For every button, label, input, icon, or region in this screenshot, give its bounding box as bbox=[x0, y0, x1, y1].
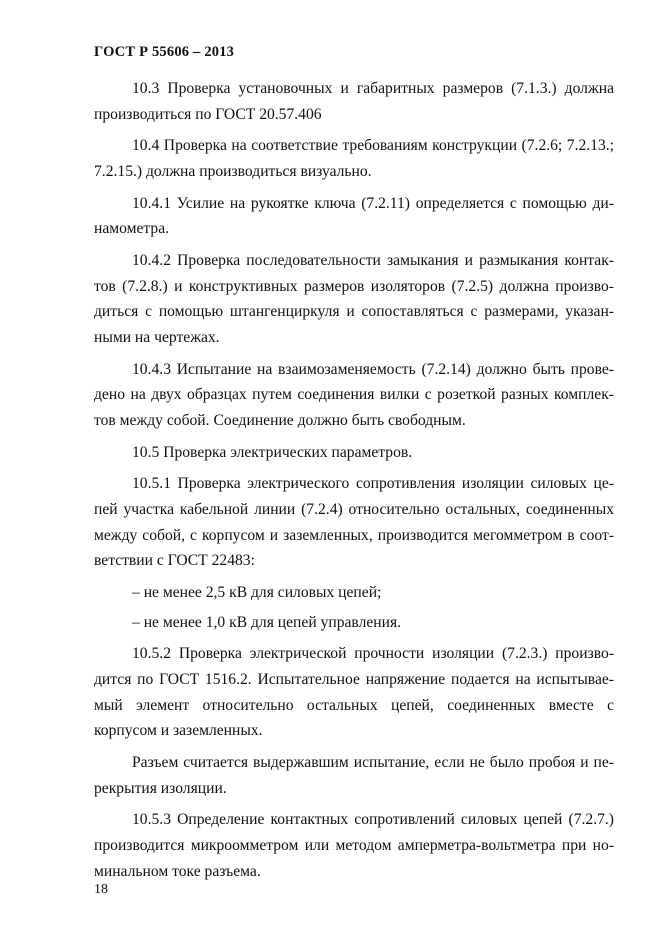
page-number: 18 bbox=[94, 882, 108, 897]
document-body bbox=[94, 76, 614, 890]
paragraph-10-5-2: 10.5.2 Проверка электрической прочности изоляции (7.2.3.) производится по ГОСТ 1516.2. Испытательное напряжение подается на испытываемый элемент относительно остальных цепей, соединенных вместе с корпусом и заземленных. bbox=[94, 645, 614, 740]
document-header: ГОСТ Р 55606 – 2013 bbox=[94, 44, 235, 60]
paragraph-10-5-1: 10.5.1 Проверка электрического сопротивления изоляции силовых цепей участка кабельной линии (7.2.4) относительно остальных, соединенных между собой, с корпусом и заземленных, производится мегомметром в соответствии с ГОСТ 22483: bbox=[94, 475, 614, 570]
paragraph-10-5: 10.5 Проверка электрических параметров. bbox=[132, 443, 413, 461]
paragraph-10-3: 10.3 Проверка установочных и габаритных размеров (7.1.3.) должна производиться по ГОСТ 20.57.406 bbox=[94, 80, 614, 123]
paragraph-10-4-1: 10.4.1 Усилие на рукоятке ключа (7.2.11) определяется с помощью динамометра. bbox=[94, 194, 614, 238]
paragraph-breakdown-criteria: Разъем считается выдержавшим испытание, если не было пробоя и перекрытия изоляции. bbox=[94, 753, 614, 797]
paragraph-10-4-2: 10.4.2 Проверка последовательности замыкания и размыкания контактов (7.2.8.) и конструктивных размеров изоляторов (7.2.5) должна производиться с помощью штангенциркуля и сопоставляться с размерами, указанными на чертежах. bbox=[94, 252, 614, 346]
paragraph-10-5-3: 10.5.3 Определение контактных сопротивлений силовых цепей (7.2.7.) производится микроомметром или методом амперметра-вольтметра при номинальном токе разъема. bbox=[94, 811, 614, 880]
list-item-control-circuits: – не менее 1,0 кВ для цепей управления. bbox=[132, 613, 402, 631]
paragraph-10-4: 10.4 Проверка на соответствие требованиям конструкции (7.2.6; 7.2.13.; 7.2.15.) должна производиться визуально. bbox=[94, 137, 614, 180]
paragraph-10-4-3: 10.4.3 Испытание на взаимозаменяемость (7.2.14) должно быть проведено на двух образцах путем соединения вилки с розеткой разных комплектов между собой. Соединение должно быть свободным. bbox=[94, 360, 614, 429]
list-item-power-circuits: – не менее 2,5 кВ для силовых цепей; bbox=[132, 584, 382, 601]
